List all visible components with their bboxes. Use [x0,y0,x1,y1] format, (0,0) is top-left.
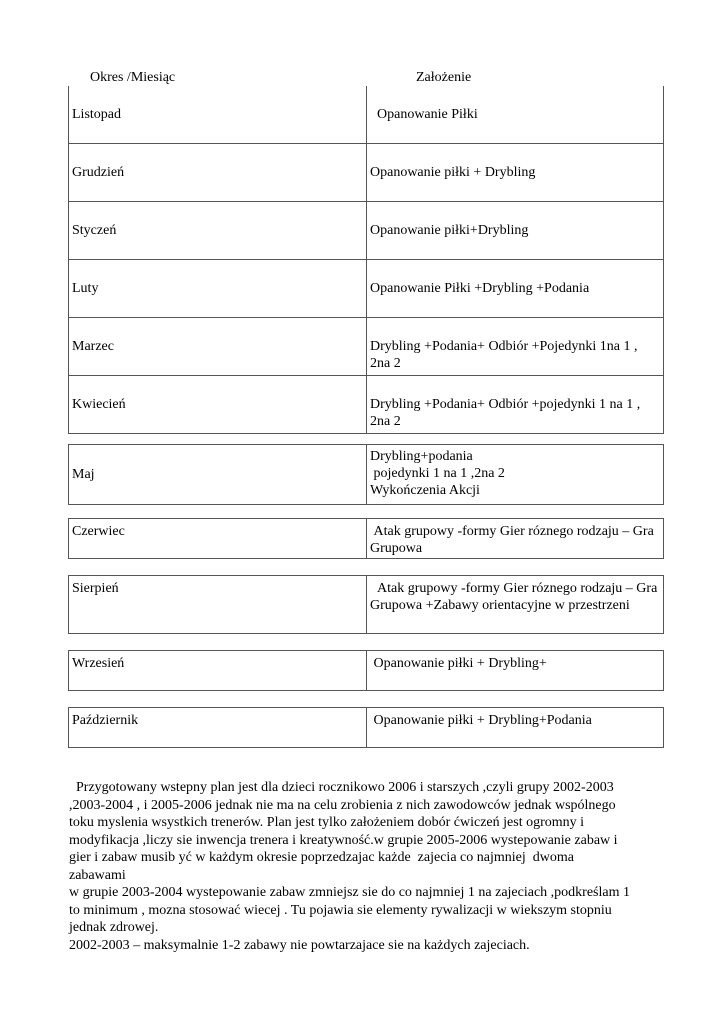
table-row [69,519,664,559]
table-row [69,144,664,202]
text-line: jednak zdrowej. [69,920,159,935]
period-cell: Styczeń [69,202,367,260]
period-cell: Kwiecień [69,376,367,434]
table-row [69,708,664,748]
goal-cell: Drybling +Podania+ Odbiór +Pojedynki 1na 1 , 2na 2 [367,318,664,376]
goal-cell: Opanowanie piłki+Drybling [367,202,664,260]
goal-cell: Opanowanie Piłki [367,86,664,144]
june-table [68,518,664,559]
text-line: gier i zabaw musib yć w każdym okresie poprzedzajac każde zajecia co najmniej dwoma [69,850,574,865]
goal-cell: Opanowanie Piłki +Drybling +Podania [367,260,664,318]
table-row [69,318,664,376]
goal-cell: Atak grupowy -formy Gier róznego rodzaju – Gra Grupowa +Zabawy orientacyjne w przestrzeni [367,576,664,634]
text-line: ,2003-2004 , i 2005-2006 jednak nie ma na celu zrobienia z nich zawodowców jednak wspólnego [69,797,616,813]
table-row [69,445,664,505]
table-row [69,576,664,634]
table-row [69,260,664,318]
text-line: w grupie 2003-2004 wystepowanie zabaw zmniejsz sie do co najmniej 1 na zajeciach ,podkreślam 1 [69,885,630,900]
table-row [69,651,664,691]
column-header-goal: Założenie [416,70,472,85]
may-table [68,444,664,505]
period-cell: Luty [69,260,367,318]
description-paragraph [69,779,659,954]
period-cell: Czerwiec [69,519,367,559]
goal-line: Wykończenia Akcji [370,483,480,498]
period-cell: Grudzień [69,144,367,202]
period-cell: Listopad [69,86,367,144]
table-row [69,86,664,144]
table-row [69,376,664,434]
period-cell: Sierpień [69,576,367,634]
period-cell: Październik [69,708,367,748]
goal-cell: Opanowanie piłki + Drybling+ [367,651,664,691]
period-cell: Marzec [69,318,367,376]
goal-cell: Opanowanie piłki + Drybling+Podania [367,708,664,748]
goal-cell: Opanowanie piłki + Drybling [367,144,664,202]
text-line: to minimum , mozna stosować wiecej . Tu pojawia sie elementy rywalizacji w wiekszym stopniu [69,902,612,918]
october-table [68,707,664,748]
text-line: zabawami [69,867,126,883]
period-cell: Wrzesień [69,651,367,691]
goal-line: Drybling+podania [370,449,473,464]
text-line: 2002-2003 – maksymalnie 1-2 zabawy nie powtarzajace sie na każdych zajeciach. [69,937,530,953]
period-cell: Maj [69,445,367,505]
table-row [69,202,664,260]
august-table [68,575,664,634]
goal-cell: Drybling +Podania+ Odbiór +pojedynki 1 na 1 , 2na 2 [367,376,664,434]
text-line: modyfikacja ,liczy sie inwencja trenera i kreatywność.w grupie 2005-2006 wystepowanie zabaw i [69,832,618,848]
text-line: Przygotowany wstepny plan jest dla dzieci rocznikowo 2006 i starszych ,czyli grupy 2002-2003 [69,780,614,795]
plan-table [68,86,664,434]
text-line: toku myslenia wsystkich trenerów. Plan jest tylko założeniem dobór ćwiczeń jest ogromny i [69,815,585,830]
goal-cell: Atak grupowy -formy Gier róznego rodzaju – Gra Grupowa [367,519,664,559]
column-header-period: Okres /Miesiąc [90,70,176,85]
september-table [68,650,664,691]
goal-line: pojedynki 1 na 1 ,2na 2 [370,466,505,481]
goal-cell [367,445,664,505]
